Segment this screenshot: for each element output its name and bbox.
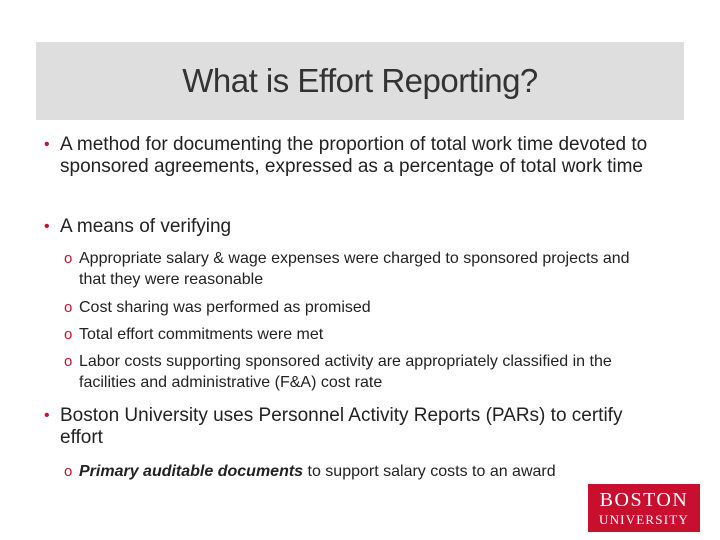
bullet-marker: • <box>44 136 50 153</box>
sub-bullet-item <box>64 248 684 290</box>
sub-bullet-marker: o <box>64 326 73 343</box>
bullet-item <box>44 134 684 178</box>
sub-bullet-item <box>64 297 684 318</box>
bullet-marker: • <box>44 407 50 424</box>
sub-bullet-item <box>64 351 684 393</box>
bullet-marker: • <box>44 218 50 235</box>
sub-bullet-marker: o <box>64 353 73 370</box>
bullet-text: A means of verifying <box>60 216 232 237</box>
bullet-item <box>44 405 684 449</box>
bullet-item <box>44 216 684 238</box>
sub-bullet-marker: o <box>64 250 73 267</box>
sub-bullet-item <box>64 461 684 482</box>
sub-bullet-marker: o <box>64 463 73 480</box>
sub-bullet-text: Cost sharing was performed as promised <box>79 299 371 316</box>
sub-bullet-marker: o <box>64 299 73 316</box>
sub-bullet-text: Appropriate salary & wage expenses were charged to sponsored projects and that they were reasonable <box>79 250 630 288</box>
bullet-text: Boston University uses Personnel Activity Reports (PARs) to certify effort <box>60 405 623 448</box>
logo-line-1: BOSTON <box>599 488 689 511</box>
bullet-text: A method for documenting the proportion of total work time devoted to sponsored agreements, expressed as a percentage of total work time <box>60 134 648 177</box>
boston-university-logo <box>588 484 700 532</box>
logo-line-2: UNIVERSITY <box>599 511 689 527</box>
sub-bullet-item <box>64 324 684 345</box>
sub-bullet-text <box>79 461 556 482</box>
emphasis-text: Primary auditable documents <box>79 463 304 480</box>
sub-bullet-text: Labor costs supporting sponsored activity are appropriately classified in the facilities and administrative (F&A) cost rate <box>79 353 612 391</box>
sub-bullet-text: Total effort commitments were met <box>79 326 324 343</box>
sub-bullet-text-rest: to support salary costs to an award <box>303 463 556 480</box>
slide-title: What is Effort Reporting? <box>182 62 538 99</box>
